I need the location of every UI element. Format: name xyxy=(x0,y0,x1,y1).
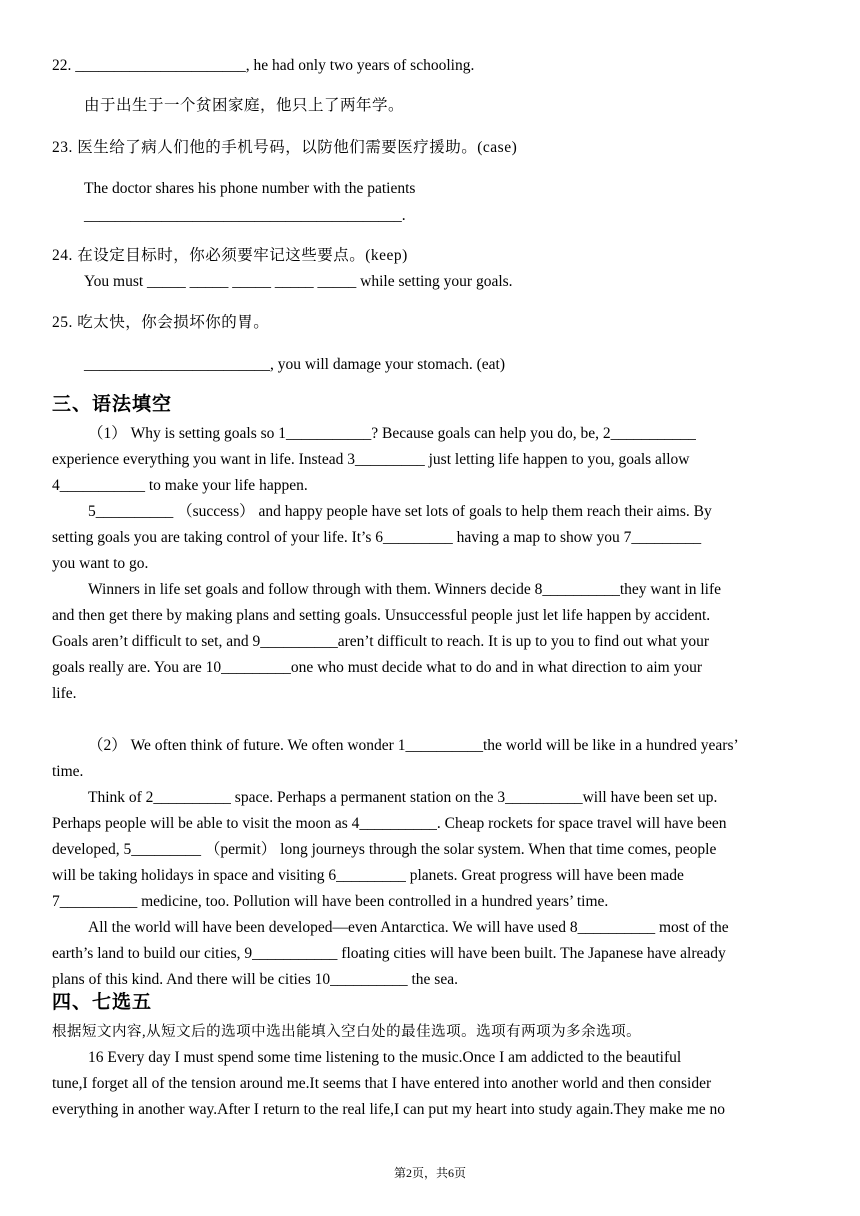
section-title-seven-choose-five: 四、七选五 xyxy=(52,991,153,1013)
passage1-line: Winners in life set goals and follow through with them. Winners decide 8__________they want in life xyxy=(88,581,721,598)
passage3-line: tune,I forget all of the tension around me.It seems that I have entered into another world and then consider xyxy=(52,1075,712,1092)
q25-english: ________________________, you will damage your stomach. (eat) xyxy=(84,356,506,373)
passage1-line: life. xyxy=(52,685,77,702)
q24-line: 24. 在设定目标时，你必须要牢记这些要点。(keep) xyxy=(52,247,408,264)
passage2-line: （2） We often think of future. We often wonder 1__________the world will be like in a hundred years’ xyxy=(88,737,739,754)
passage2-line: All the world will have been developed—even Antarctica. We will have used 8__________ most of the xyxy=(88,919,729,936)
passage2-line: developed, 5_________ （permit） long journeys through the solar system. When that time comes, people xyxy=(52,841,717,858)
passage2-line: 7__________ medicine, too. Pollution will have been controlled in a hundred years’ time. xyxy=(52,893,609,910)
passage1-line: Goals aren’t difficult to set, and 9__________aren’t difficult to reach. It is up to you to find out what your xyxy=(52,633,710,650)
passage3-line: everything in another way.After I return to the real life,I can put my heart into study again.They make me no xyxy=(52,1101,726,1118)
passage2-line: plans of this kind. And there will be cities 10__________ the sea. xyxy=(52,971,458,988)
passage1-line: 5__________ （success） and happy people have set lots of goals to help them reach their aims. By xyxy=(88,503,712,520)
passage2-line: earth’s land to build our cities, 9___________ floating cities will have been built. The Japanese have already xyxy=(52,945,726,962)
passage3-line: 16 Every day I must spend some time listening to the music.Once I am addicted to the beautiful xyxy=(88,1049,682,1066)
passage1-line: experience everything you want in life. Instead 3_________ just letting life happen to you, goals allow xyxy=(52,451,690,468)
passage1-line: and then get there by making plans and setting goals. Unsuccessful people just let life happen by accident. xyxy=(52,607,711,624)
passage2-line: time. xyxy=(52,763,84,780)
passage1-line: goals really are. You are 10_________one who must decide what to do and in what direction to aim your xyxy=(52,659,703,676)
passage1-line: setting goals you are taking control of your life. It’s 6_________ having a map to show you 7_________ xyxy=(52,529,702,546)
q23-blank: _________________________________________. xyxy=(84,207,406,224)
passage1-line: you want to go. xyxy=(52,555,149,572)
passage2-line: Perhaps people will be able to visit the moon as 4__________. Cheap rockets for space travel will have been xyxy=(52,815,727,832)
q23-line: 23. 医生给了病人们他的手机号码，以防他们需要医疗援助。(case) xyxy=(52,139,518,156)
section-title-grammar: 三、语法填空 xyxy=(52,393,173,415)
page-footer: 第2页，共6页 xyxy=(393,1166,466,1180)
q25-line: 25. 吃太快，你会损坏你的胃。 xyxy=(52,314,270,331)
passage1-line: 4___________ to make your life happen. xyxy=(52,477,308,494)
q24-english: You must _____ _____ _____ _____ _____ while setting your goals. xyxy=(84,273,513,290)
passage2-line: will be taking holidays in space and visiting 6_________ planets. Great progress will have been made xyxy=(52,867,684,884)
q23-english: The doctor shares his phone number with the patients xyxy=(84,180,416,197)
q22-chinese: 由于出生于一个贫困家庭，他只上了两年学。 xyxy=(84,97,405,114)
q22-line: 22. ______________________, he had only two years of schooling. xyxy=(52,57,475,74)
instructions: 根据短文内容,从短文后的选项中选出能填入空白处的最佳选项。选项有两项为多余选项。 xyxy=(52,1024,642,1040)
passage2-line: Think of 2__________ space. Perhaps a permanent station on the 3__________will have been set up. xyxy=(88,789,718,806)
passage1-line: （1） Why is setting goals so 1___________? Because goals can help you do, be, 2___________ xyxy=(88,425,696,442)
